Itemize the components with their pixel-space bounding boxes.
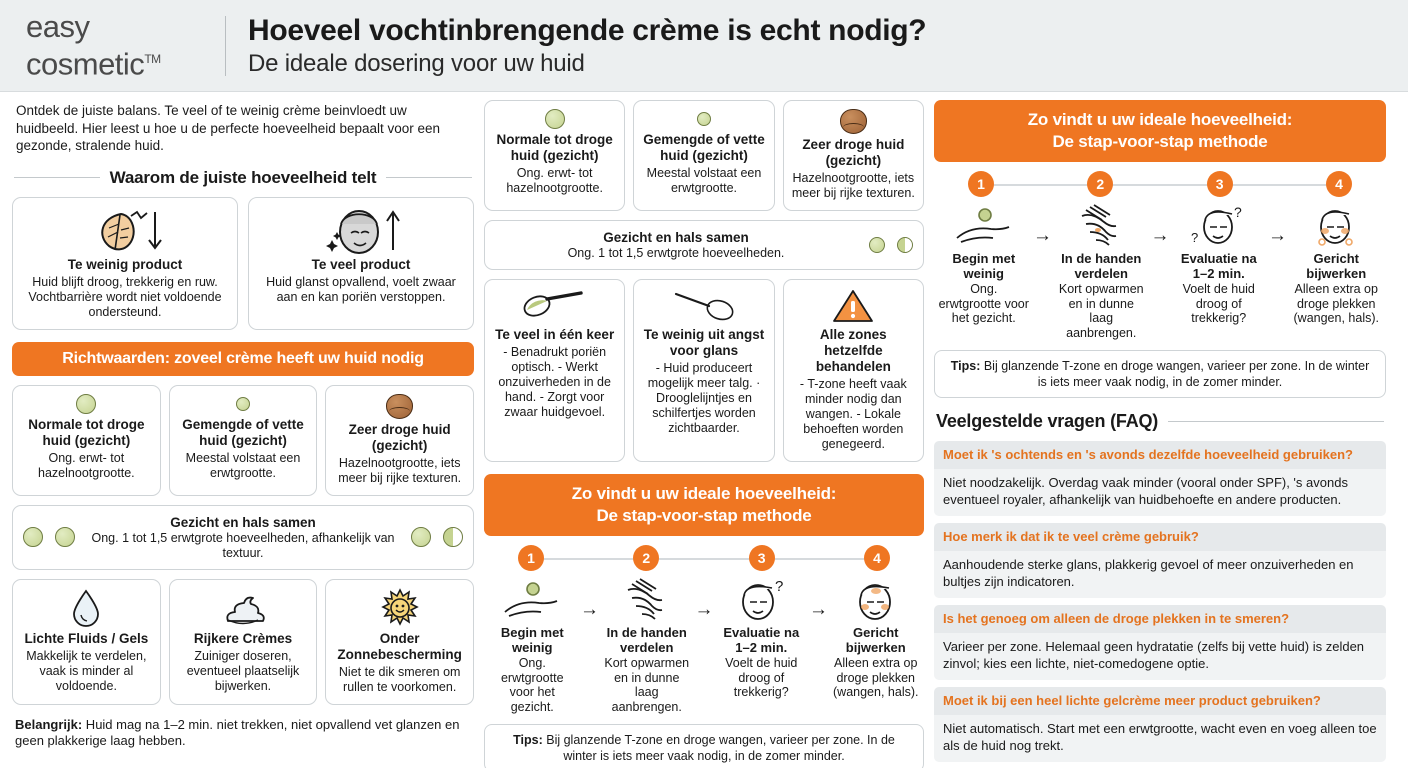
- right-column: [934, 100, 1386, 768]
- step-title: Gericht bijwerken: [845, 625, 906, 655]
- card-too-little-fear-of-shine: [633, 279, 774, 462]
- middle-column: [484, 100, 924, 768]
- faq-item[interactable]: [934, 605, 1386, 680]
- hand-with-pea-icon: [499, 577, 565, 623]
- card-richer-creams: [169, 579, 318, 705]
- rule-right: [386, 177, 472, 178]
- step-body: Ong. erwtgrootte voor het gezicht.: [938, 282, 1029, 325]
- step-number-4: 4: [864, 545, 890, 571]
- step-title: In de handen verdelen: [606, 625, 687, 655]
- faq-heading-text: Veelgestelde vragen (FAQ): [936, 411, 1159, 431]
- face-neck-text: [87, 514, 399, 561]
- mid-guide-cards-row: [484, 100, 924, 211]
- faq-question[interactable]: Moet ik 's ochtends en 's avonds dezelfde hoeveelheid gebruiken?: [934, 441, 1386, 469]
- steps-section: [934, 162, 1386, 340]
- rule-right: [1168, 421, 1384, 422]
- tips-label: Tips:: [513, 733, 543, 747]
- faq-question[interactable]: Moet ik bij een heel lichte gelcrème meer product gebruiken?: [934, 687, 1386, 715]
- svg-text:?: ?: [1233, 204, 1242, 220]
- page-subtitle: De ideale dosering voor uw huid: [248, 49, 585, 77]
- step-1: [938, 203, 1030, 326]
- card-body: Ong. erwt- tot hazelnootgrootte.: [506, 166, 603, 195]
- step-number-2: 2: [633, 545, 659, 571]
- step-title: Evaluatie na 1–2 min.: [723, 625, 800, 655]
- faq-answer: Aanhoudende sterke glans, plakkerig gevoel of meer onzuiverheden en bultjes zijn indicatoren.: [934, 551, 1386, 598]
- important-text: Huid mag na 1–2 min. niet trekken, niet opvallend vet glanzen en geen plakkerige laag hebben.: [15, 716, 460, 748]
- face-touchup-icon: [1307, 203, 1365, 249]
- step-3: [1173, 203, 1265, 326]
- important-label: Belangrijk:: [15, 716, 83, 732]
- card-body: - T-zone heeft vaak minder nodig dan wangen. - Lokale behoeften worden genegeerd.: [799, 377, 907, 451]
- card-body: Huid glanst opvallend, voelt zwaar aan en kan poriën verstoppen.: [266, 274, 456, 304]
- intro-paragraph: Ontdek de juiste balans. Te veel of te weinig crème beinvloedt uw huidbeeld. Hier leest u hoe u de perfecte hoeveelheid bepaalt voor een gezonde, stralende huid.: [16, 103, 441, 153]
- card-title: Te weinig uit angst voor glans: [643, 327, 765, 358]
- brand-logo: [20, 10, 225, 80]
- card-normal-dry-skin: [12, 385, 161, 496]
- faq-question[interactable]: Is het genoeg om alleen de droge plekken in te smeren?: [934, 605, 1386, 633]
- texture-cards-row: [12, 579, 474, 705]
- card-under-sunscreen: [325, 579, 474, 705]
- step-body: Voelt de huid droog of trekkerig?: [1182, 282, 1255, 325]
- spoon-empty-icon: [668, 288, 740, 324]
- faq-answer: Niet automatisch. Start met een erwtgrootte, wacht even en voeg alleen toe als de huid nog trekt.: [934, 715, 1386, 762]
- svg-text:?: ?: [1190, 230, 1198, 245]
- card-title: Te veel in één keer: [495, 327, 615, 342]
- tips-text: Bij glanzende T-zone en droge wangen, varieer per zone. In de winter is iets meer vaak nodig, in de zomer minder.: [980, 359, 1370, 389]
- card-body: Meestal volstaat een erwtgrootte.: [646, 166, 762, 195]
- step-number-2: 2: [1087, 171, 1113, 197]
- card-title: Zeer droge huid (gezicht): [348, 421, 451, 453]
- half-pea-icon: [897, 237, 913, 253]
- step-title: Begin met weinig: [952, 251, 1016, 281]
- card-very-dry-skin: [325, 385, 474, 496]
- card-all-zones-same: [783, 279, 924, 462]
- step-4: [832, 577, 921, 700]
- warning-triangle-icon: [832, 288, 874, 324]
- card-title: Gemengde of vette huid (gezicht): [182, 416, 304, 448]
- card-body: Hazelnootgrootte, iets meer bij rijke texturen.: [338, 455, 462, 485]
- step-number-4: 4: [1326, 171, 1352, 197]
- card-body: Meestal volstaat een erwtgrootte.: [185, 450, 301, 480]
- step-body: Alleen extra op droge plekken (wangen, hals).: [833, 656, 919, 699]
- half-pea-icon: [443, 527, 463, 547]
- faq-item[interactable]: [934, 441, 1386, 516]
- brand-line-2: cosmetic™: [26, 46, 161, 82]
- card-body: Zuiniger doseren, eventueel plaatselijk bijwerken.: [186, 648, 300, 693]
- card-title: Te weinig product: [67, 256, 183, 272]
- step-number-1: 1: [518, 545, 544, 571]
- card-title: Alle zones hetzelfde behandelen: [815, 327, 891, 374]
- why-section-heading: [14, 168, 472, 188]
- card-title: Te veel product: [311, 256, 411, 272]
- card-too-much-at-once: [484, 279, 625, 462]
- face-neck-body: Ong. 1 tot 1,5 erwtgrote hoeveelheden, afhankelijk van textuur.: [91, 530, 395, 560]
- step-2: [603, 577, 692, 714]
- card-body: Makkelijk te verdelen, vaak is minder al voldoende.: [26, 648, 147, 693]
- hazelnut-icon: [386, 394, 413, 419]
- sun-icon: [378, 588, 422, 628]
- guide-cards-row: [12, 385, 474, 496]
- face-neck-body: Ong. 1 tot 1,5 erwtgrote hoeveelheden.: [567, 246, 785, 260]
- card-light-fluids-gels: [12, 579, 161, 705]
- small-pea-icon: [236, 397, 250, 411]
- step-3: [717, 577, 806, 700]
- arrow-icon: →: [694, 599, 714, 620]
- card-body: Hazelnootgrootte, iets meer bij rijke texturen.: [791, 171, 915, 200]
- step-body: Ong. erwtgrootte voor het gezicht.: [500, 656, 564, 714]
- card-too-little-product: [12, 197, 238, 330]
- faq-question[interactable]: Hoe merk ik dat ik te veel crème gebruik?: [934, 523, 1386, 551]
- method-banner: [484, 474, 924, 536]
- card-too-much-product: [248, 197, 474, 330]
- arrow-icon: →: [809, 599, 828, 620]
- card-title: Rijkere Crèmes: [193, 630, 293, 646]
- content-body: [0, 92, 1408, 768]
- face-touchup-icon: [847, 577, 905, 623]
- arrow-icon: →: [1268, 225, 1287, 246]
- faq-answer: Varieer per zone. Helemaal geen hydratatie (zelfs bij vette huid) is zelden zinvol; kies een lichte, niet-comedogene optie.: [934, 633, 1386, 680]
- step-title: In de handen verdelen: [1061, 251, 1142, 281]
- why-cards-row: [12, 197, 474, 330]
- step-body: Alleen extra op droge plekken (wangen, hals).: [1293, 282, 1379, 325]
- card-body: - Huid produceert mogelijk meer talg. · Drooglelijntjes en schilfertjes worden zichtbaarder.: [647, 361, 761, 435]
- method-banner-line-2: De stap-voor-stap methode: [596, 506, 812, 525]
- header-divider: [225, 16, 226, 76]
- card-body: Huid blijft droog, trekkerig en ruw. Vochtbarrière wordt niet voldoende ondersteund.: [28, 274, 222, 319]
- spoon-full-icon: [519, 288, 591, 324]
- arrow-icon: →: [1150, 225, 1170, 246]
- faq-section-heading: [936, 411, 1384, 432]
- card-title: Lichte Fluids / Gels: [24, 630, 149, 646]
- brand-line-1: easy: [26, 9, 90, 45]
- step-title: Gericht bijwerken: [1306, 251, 1367, 281]
- face-neck-title: Gezicht en hals samen: [170, 514, 316, 530]
- rubbing-hands-icon: [1072, 203, 1130, 249]
- step-connector-line: [993, 184, 1327, 186]
- faq-item[interactable]: [934, 523, 1386, 598]
- pea-icon: [76, 394, 96, 414]
- left-column: [12, 100, 474, 768]
- step-title: Evaluatie na 1–2 min.: [1180, 251, 1257, 281]
- step-number-3: 3: [749, 545, 775, 571]
- step-2: [1056, 203, 1148, 340]
- face-neck-title: Gezicht en hals samen: [603, 230, 749, 245]
- important-note: [12, 714, 474, 750]
- arrow-icon: →: [1033, 225, 1052, 246]
- tips-text: Bij glanzende T-zone en droge wangen, varieer per zone. In de winter is iets meer vaak nodig, in de zomer minder.: [542, 733, 895, 763]
- rubbing-hands-icon: [618, 577, 676, 623]
- step-body: Voelt de huid droog of trekkerig?: [725, 656, 798, 699]
- header-titles: [248, 13, 926, 79]
- card-body: Ong. erwt- tot hazelnootgrootte.: [38, 450, 135, 480]
- step-body: Kort opwarmen en in dunne laag aanbrengen.: [604, 656, 690, 714]
- page-header: [0, 0, 1408, 92]
- right-tips-box: [934, 350, 1386, 398]
- step-number-3: 3: [1207, 171, 1233, 197]
- card-title: Gemengde of vette huid (gezicht): [643, 132, 765, 163]
- step-number-track: [938, 171, 1382, 197]
- rule-left: [14, 177, 100, 178]
- step-content-row: [938, 203, 1382, 340]
- step-title: Begin met weinig: [500, 625, 564, 655]
- card-title: Normale tot droge huid (gezicht): [28, 416, 145, 448]
- method-banner-line-1: Zo vindt u uw ideale hoeveelheid:: [1027, 110, 1293, 129]
- face-question-icon: [1188, 203, 1250, 249]
- faq-answer: Niet noodzakelijk. Overdag vaak minder (vooral onder SPF), 's avonds eventueel royaler, afhankelijk van huidbehoefte en andere producten.: [934, 469, 1386, 516]
- step-number-track: [488, 545, 920, 571]
- step-body: Kort opwarmen en in dunne laag aanbrengen.: [1058, 282, 1144, 340]
- card-very-dry-skin: [783, 100, 924, 211]
- water-drop-icon: [69, 588, 103, 628]
- method-banner-line-2: De stap-voor-stap methode: [1052, 132, 1268, 151]
- pea-icon: [411, 527, 431, 547]
- mid-tips-box: [484, 724, 924, 768]
- card-title: Onder Zonnebescherming: [337, 630, 462, 662]
- faq-list: [934, 441, 1386, 768]
- step-content-row: [488, 577, 920, 714]
- mistake-cards-row: [484, 279, 924, 462]
- cream-swirl-icon: [219, 588, 267, 628]
- card-title: Zeer droge huid (gezicht): [802, 137, 905, 168]
- svg-text:?: ?: [775, 578, 784, 595]
- card-normal-dry-skin: [484, 100, 625, 211]
- face-and-neck-card: [484, 220, 924, 270]
- pea-icon: [23, 527, 43, 547]
- face-question-icon: [732, 577, 790, 623]
- dry-leaf-down-arrow-icon: [79, 206, 171, 254]
- method-banner-line-1: Zo vindt u uw ideale hoeveelheid:: [571, 484, 837, 503]
- steps-section: [484, 536, 924, 714]
- pea-icon: [545, 109, 565, 129]
- pea-icon: [55, 527, 75, 547]
- shiny-face-up-arrow-icon: [315, 206, 407, 254]
- faq-item[interactable]: [934, 687, 1386, 762]
- step-1: [488, 577, 577, 714]
- pea-icon: [869, 237, 885, 253]
- card-body: - Benadrukt poriën optisch. - Werkt onzuiverheden in de hand. - Zorgt voor zwaar huidgevoel.: [498, 345, 611, 419]
- arrow-icon: →: [580, 599, 599, 620]
- card-combination-oily-skin: [169, 385, 318, 496]
- tips-label: Tips:: [950, 359, 981, 373]
- why-heading-text: Waarom de juiste hoeveelheid telt: [109, 167, 377, 187]
- method-banner: [934, 100, 1386, 162]
- card-combination-oily-skin: [633, 100, 774, 211]
- hand-with-pea-icon: [951, 203, 1017, 249]
- face-neck-text: [495, 229, 857, 261]
- hazelnut-icon: [840, 109, 867, 134]
- trademark-mark: TM: [144, 52, 161, 67]
- face-and-neck-card: [12, 505, 474, 570]
- step-4: [1291, 203, 1383, 326]
- page-title: Hoeveel vochtinbrengende crème is echt nodig?: [248, 13, 927, 47]
- small-pea-icon: [697, 112, 711, 126]
- card-title: Normale tot droge huid (gezicht): [496, 132, 613, 163]
- step-number-1: 1: [968, 171, 994, 197]
- guide-values-banner: Richtwaarden: zoveel crème heeft uw huid nodig: [12, 342, 474, 376]
- step-connector-line: [543, 558, 865, 560]
- card-body: Niet te dik smeren om rullen te voorkomen.: [338, 664, 461, 694]
